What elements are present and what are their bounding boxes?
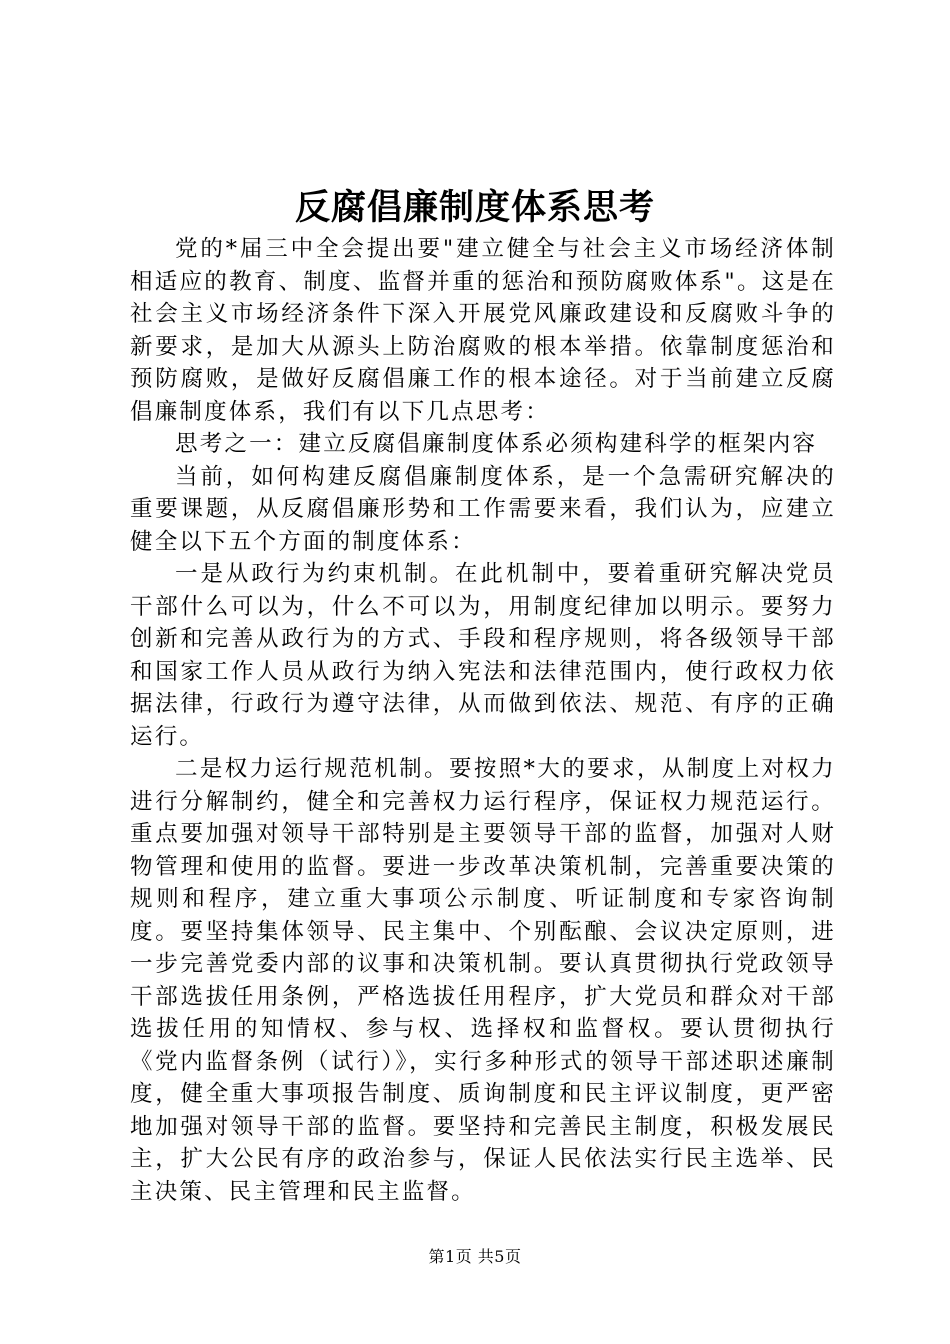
paragraph-mechanism-2: 二是权力运行规范机制。要按照*大的要求，从制度上对权力进行分解制约，健全和完善权力运行程序，保证权力规范运行。重点要加强对领导干部特别是主要领导干部的监督，加强对人财物管理和使用的监督。要进一步改革决策机制，完善重要决策的规则和程序，建立重大事项公示制度、听证制度和专家咨询制度。要坚持集体领导、民主集中、个别酝酿、会议决定原则，进一步完善党委内部的议事和决策机制。要认真贯彻执行党政领导干部选拔任用条例，严格选拔任用程序，扩大党员和群众对干部选拔任用的知情权、参与权、选择权和监督权。要认贯彻执行《党内监督条例（试行）》，实行多种形式的领导干部述职述廉制度，健全重大事项报告制度、质询制度和民主评议制度，更严密地加强对领导干部的监督。要坚持和完善民主制度，积极发展民主，扩大公民有序的政治参与，保证人民依法实行民主选举、民主决策、民主管理和民主监督。 — [130, 756, 836, 1205]
document-body — [130, 233, 836, 1208]
section-heading-1: 思考之一：建立反腐倡廉制度体系必须构建科学的框架内容 — [175, 431, 818, 457]
paragraph-mechanism-1: 一是从政行为约束机制。在此机制中，要着重研究解决党员干部什么可以为，什么不可以为，用制度纪律加以明示。要努力创新和完善从政行为的方式、手段和程序规则，将各级领导干部和国家工作人员从政行为纳入宪法和法律范围内，使行政权力依据法律，行政行为遵守法律，从而做到依法、规范、有序的正确运行。 — [130, 561, 836, 750]
paragraph-framework: 当前，如何构建反腐倡廉制度体系，是一个急需研究解决的重要课题，从反腐倡廉形势和工作需要来看，我们认为，应建立健全以下五个方面的制度体系： — [130, 463, 836, 555]
page-number-footer: 第1页 共5页 — [428, 1247, 522, 1266]
document-title: 反腐倡廉制度体系思考 — [294, 187, 655, 228]
paragraph-intro: 党的*届三中全会提出要"建立健全与社会主义市场经济体制相适应的教育、制度、监督并重的惩治和预防腐败体系"。这是在社会主义市场经济条件下深入开展党风廉政建设和反腐败斗争的新要求，是加大从源头上防治腐败的根本举措。依靠制度惩治和预防腐败，是做好反腐倡廉工作的根本途径。对于当前建立反腐倡廉制度体系，我们有以下几点思考： — [130, 236, 836, 425]
